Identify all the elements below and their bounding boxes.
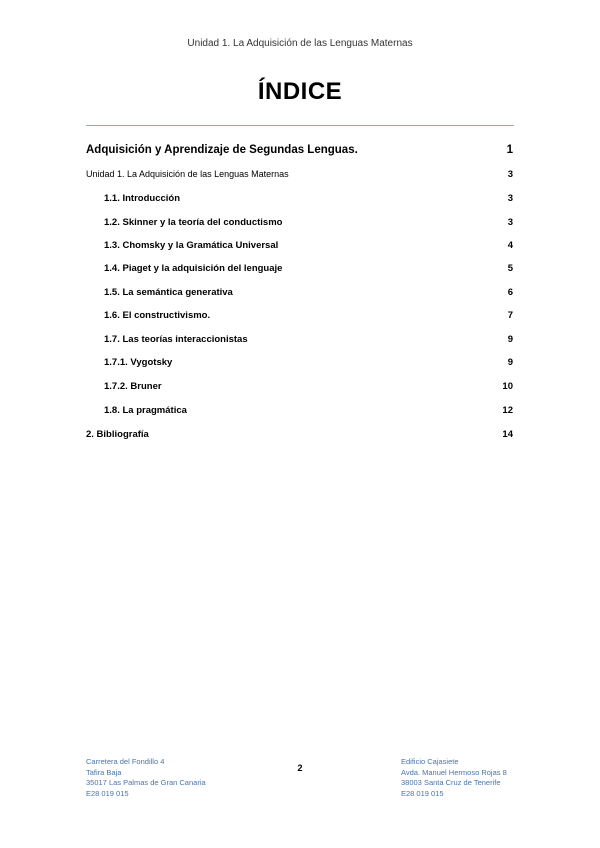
- toc-entry-page: 6: [507, 286, 513, 298]
- toc-entry-text: 1.7.2. Bruner: [104, 380, 162, 392]
- footer-line: Avda. Manuel Hermoso Rojas 8: [401, 767, 507, 777]
- toc-entry-page: 3: [507, 192, 513, 204]
- toc-entry-1-4[interactable]: [86, 258, 514, 278]
- toc-entry-1-6[interactable]: [86, 305, 514, 325]
- toc-entry-page: 4: [507, 239, 513, 251]
- title-divider: [86, 125, 514, 126]
- footer-line: Carretera del Fondillo 4: [86, 757, 165, 766]
- page-footer: [86, 757, 514, 807]
- toc-entry-page: 1: [506, 144, 513, 156]
- toc-entry-page: 5: [507, 262, 513, 274]
- toc-entry-text: 1.7. Las teorías interaccionistas: [104, 333, 248, 345]
- toc-entry-1-7-2[interactable]: [86, 376, 514, 396]
- toc-entry-page: 10: [502, 380, 513, 392]
- toc-entry-1-1[interactable]: [86, 188, 514, 208]
- toc-entry-page: 3: [507, 216, 513, 228]
- toc-entry-1-7[interactable]: [86, 329, 514, 349]
- toc-entry-page: 9: [507, 333, 513, 345]
- toc-entry-text: Adquisición y Aprendizaje de Segundas Lenguas.: [86, 144, 358, 156]
- page-title: ÍNDICE: [257, 78, 343, 105]
- toc-entry-text: 1.7.1. Vygotsky: [104, 356, 173, 368]
- toc-entry-adquisicion[interactable]: [86, 140, 514, 160]
- page-number: 2: [297, 763, 303, 773]
- toc-entry-page: 14: [502, 428, 513, 440]
- footer-line: 38003 Santa Cruz de Tenerife: [401, 778, 501, 787]
- footer-line: Tafira Baja: [86, 767, 122, 777]
- toc-entry-text: 1.1. Introducción: [104, 192, 181, 204]
- footer-address-right: [401, 757, 507, 799]
- toc-entry-unidad-1[interactable]: [86, 164, 514, 184]
- toc-entry-page: 9: [507, 356, 513, 368]
- toc-entry-1-8[interactable]: [86, 400, 514, 420]
- toc-entry-bibliografia[interactable]: [86, 424, 514, 444]
- toc-entry-1-7-1[interactable]: [86, 352, 514, 372]
- toc-entry-text: 1.5. La semántica generativa: [104, 286, 233, 298]
- toc-entry-1-3[interactable]: [86, 235, 514, 255]
- toc-entry-text: 1.4. Piaget y la adquisición del lenguaje: [104, 262, 283, 274]
- toc-entry-page: 3: [507, 168, 513, 180]
- toc-entry-page: 7: [507, 309, 513, 321]
- toc-entry-text: Unidad 1. La Adquisición de las Lenguas Maternas: [86, 169, 289, 179]
- footer-line: E28 019 015: [86, 788, 129, 798]
- footer-line: Edificio Cajasiete: [401, 757, 459, 766]
- toc-entry-page: 12: [502, 404, 513, 416]
- running-header: Unidad 1. La Adquisición de las Lenguas Maternas: [187, 38, 413, 49]
- toc-entry-1-5[interactable]: [86, 282, 514, 302]
- toc-entry-text: 1.2. Skinner y la teoría del conductismo: [104, 216, 283, 228]
- toc-entry-text: 1.3. Chomsky y la Gramática Universal: [104, 239, 279, 251]
- footer-line: 35017 Las Palmas de Gran Canaria: [86, 778, 206, 787]
- toc-entry-1-2[interactable]: [86, 212, 514, 232]
- footer-address-left: [86, 757, 206, 799]
- footer-line: E28 019 015: [401, 788, 444, 798]
- toc-entry-text: 1.8. La pragmática: [104, 404, 187, 416]
- toc-entry-text: 1.6. El constructivismo.: [104, 309, 211, 321]
- toc-entry-text: 2. Bibliografía: [86, 428, 149, 440]
